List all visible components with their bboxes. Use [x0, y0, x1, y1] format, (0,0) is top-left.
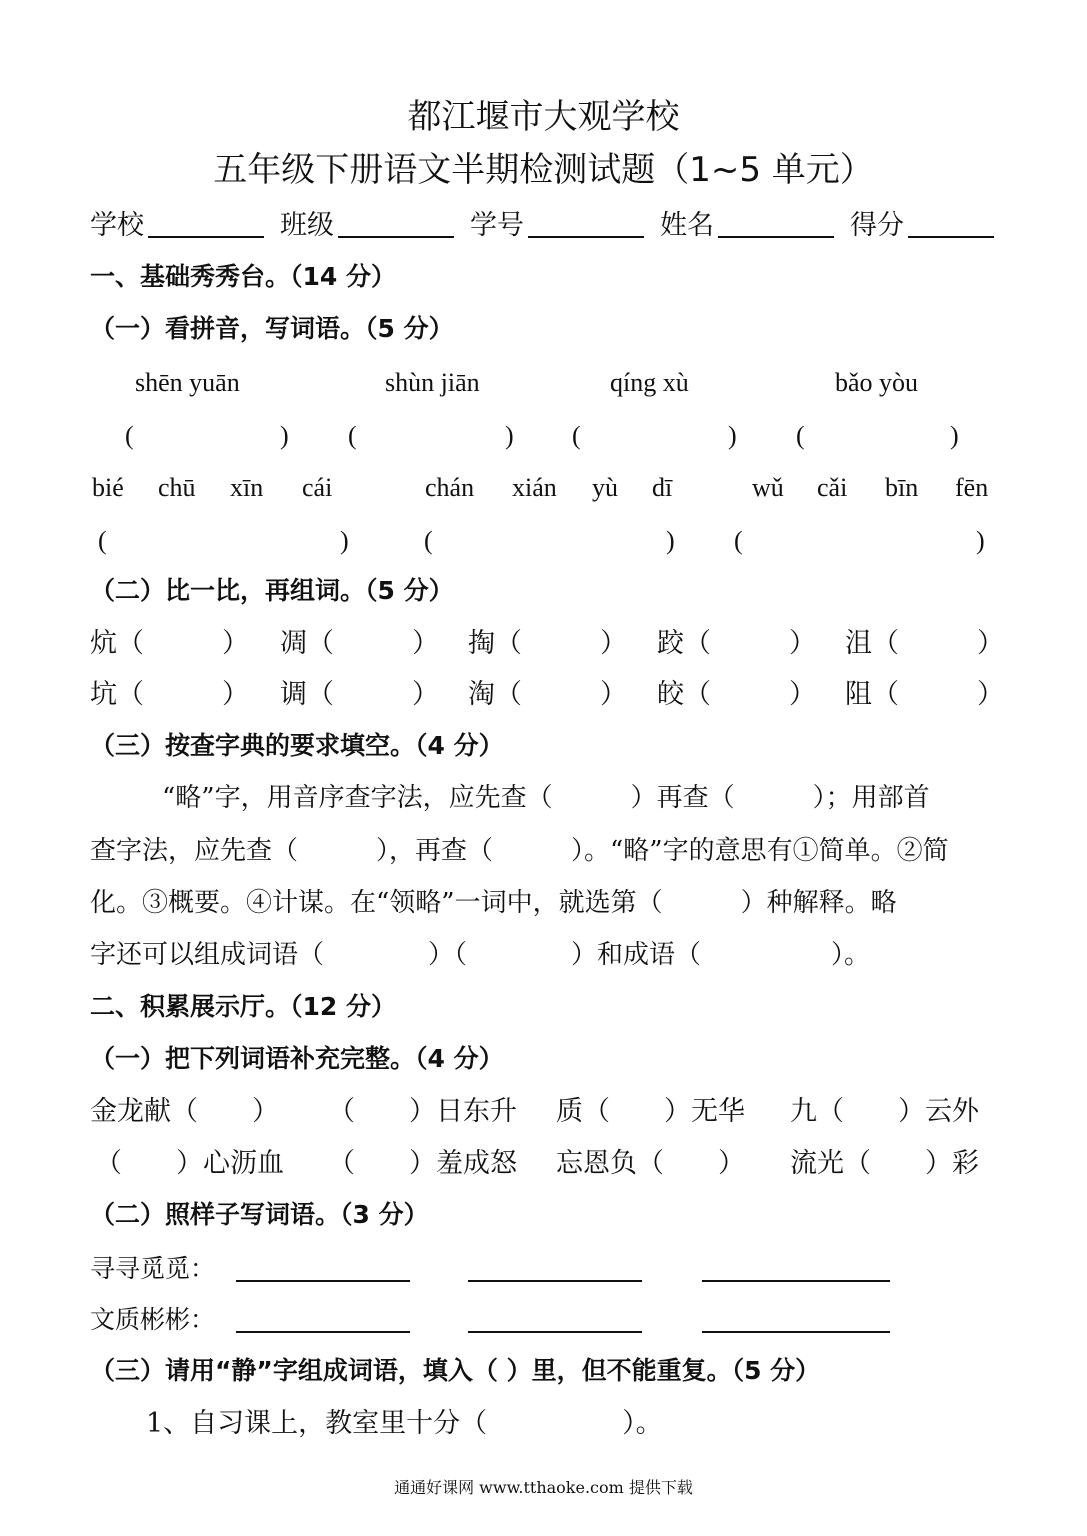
answer-line[interactable]	[236, 1280, 410, 1282]
field-school-blank[interactable]	[148, 236, 264, 238]
compare-close: ）	[600, 628, 627, 659]
pinyin-syllable: yù	[592, 473, 618, 502]
pinyin-syllable: wǔ	[752, 473, 784, 502]
part1-heading: （一）看拼音，写词语。（5 分）	[90, 314, 454, 343]
idiom-item: 流光（ ）彩	[790, 1148, 979, 1179]
pinyin-syllable: xián	[512, 473, 557, 502]
pinyin-syllable: cái	[302, 473, 333, 502]
answer-bracket-close: )	[340, 526, 349, 555]
pinyin-word: shùn jiān	[385, 368, 480, 397]
s2-part3-heading: （三）请用“静”字组成词语，填入（ ）里，但不能重复。（5 分）	[90, 1356, 821, 1385]
idiom-item: （ ）羞成怒	[328, 1148, 517, 1179]
compare-char: 沮（	[845, 628, 899, 659]
answer-line[interactable]	[702, 1331, 890, 1333]
dictionary-paragraph-line: 化。③概要。④计谋。在“领略”一词中，就选第（ ）种解释。略	[90, 888, 897, 918]
answer-bracket-close: )	[505, 421, 514, 450]
field-number-blank[interactable]	[528, 236, 644, 238]
question-1: 1、自习课上，教室里十分（ ）。	[146, 1408, 663, 1439]
pinyin-syllable: dī	[652, 473, 673, 502]
field-score-label: 得分	[850, 210, 904, 241]
answer-line[interactable]	[702, 1280, 890, 1282]
field-class-blank[interactable]	[338, 236, 454, 238]
answer-bracket-close: )	[666, 526, 675, 555]
answer-line[interactable]	[468, 1331, 642, 1333]
compare-close: ）	[222, 679, 249, 710]
answer-bracket-open: (	[796, 421, 805, 450]
field-school-label: 学校	[90, 210, 144, 241]
pinyin-syllable: chū	[158, 473, 196, 502]
answer-bracket-close: )	[976, 526, 985, 555]
answer-bracket-open: (	[734, 526, 743, 555]
pinyin-syllable: cǎi	[817, 473, 848, 502]
compare-char: 皎（	[657, 679, 711, 710]
section2-heading: 二、积累展示厅。（12 分）	[90, 992, 396, 1021]
field-class-label: 班级	[280, 210, 334, 241]
compare-close: ）	[222, 628, 249, 659]
compare-char: 调（	[280, 679, 334, 710]
compare-char: 炕（	[90, 628, 144, 659]
compare-char: 跤（	[657, 628, 711, 659]
compare-char: 阻（	[845, 679, 899, 710]
example-word: 寻寻觅觅：	[90, 1254, 216, 1283]
pinyin-syllable: chán	[425, 473, 475, 502]
answer-bracket-close: )	[280, 421, 289, 450]
dictionary-paragraph-line: “略”字，用音序查字法，应先查（ ）再查（ ）；用部首	[162, 783, 930, 813]
s2-part1-heading: （一）把下列词语补充完整。（4 分）	[90, 1044, 504, 1073]
example-word: 文质彬彬：	[90, 1305, 216, 1334]
compare-close: ）	[412, 628, 439, 659]
answer-bracket-open: (	[572, 421, 581, 450]
pinyin-word: qíng xù	[610, 368, 689, 397]
footer-credit: 通通好课网 www.tthaoke.com 提供下载	[394, 1478, 693, 1497]
idiom-item: 忘恩负（ ）	[556, 1148, 745, 1179]
compare-char: 掏（	[468, 628, 522, 659]
compare-char: 坑（	[90, 679, 144, 710]
field-number-label: 学号	[470, 210, 524, 241]
dictionary-paragraph-line: 查字法，应先查（ ），再查（ ）。“略”字的意思有①简单。②简	[90, 836, 949, 866]
idiom-item: 质（ ）无华	[556, 1096, 745, 1127]
exam-title: 五年级下册语文半期检测试题（1~5 单元）	[213, 150, 874, 190]
answer-line[interactable]	[468, 1280, 642, 1282]
compare-close: ）	[789, 679, 816, 710]
dictionary-paragraph-line: 字还可以组成词语（ ）（ ）和成语（ ）。	[90, 940, 871, 970]
part3-heading: （三）按查字典的要求填空。（4 分）	[90, 731, 504, 760]
answer-line[interactable]	[236, 1331, 410, 1333]
part2-heading: （二）比一比，再组词。（5 分）	[90, 576, 454, 605]
pinyin-syllable: bīn	[885, 473, 919, 502]
pinyin-syllable: fēn	[955, 473, 989, 502]
answer-bracket-close: )	[728, 421, 737, 450]
pinyin-syllable: xīn	[230, 473, 264, 502]
section1-heading: 一、基础秀秀台。（14 分）	[90, 262, 396, 291]
compare-close: ）	[977, 679, 1004, 710]
idiom-item: 金龙献（ ）	[90, 1096, 279, 1127]
answer-bracket-open: (	[98, 526, 107, 555]
compare-close: ）	[600, 679, 627, 710]
idiom-item: 九（ ）云外	[790, 1096, 979, 1127]
compare-char: 淘（	[468, 679, 522, 710]
answer-bracket-open: (	[125, 421, 134, 450]
compare-char: 凋（	[280, 628, 334, 659]
field-name-blank[interactable]	[718, 236, 834, 238]
idiom-item: （ ）心沥血	[95, 1148, 284, 1179]
answer-bracket-close: )	[950, 421, 959, 450]
field-score-blank[interactable]	[908, 236, 994, 238]
pinyin-syllable: bié	[92, 473, 124, 502]
s2-part2-heading: （二）照样子写词语。（3 分）	[90, 1200, 429, 1229]
pinyin-word: shēn yuān	[135, 368, 240, 397]
pinyin-word: bǎo yòu	[835, 368, 919, 397]
compare-close: ）	[977, 628, 1004, 659]
idiom-item: （ ）日东升	[328, 1096, 517, 1127]
compare-close: ）	[789, 628, 816, 659]
answer-bracket-open: (	[424, 526, 433, 555]
answer-bracket-open: (	[348, 421, 357, 450]
compare-close: ）	[412, 679, 439, 710]
school-title: 都江堰市大观学校	[407, 97, 680, 137]
field-name-label: 姓名	[660, 210, 714, 241]
